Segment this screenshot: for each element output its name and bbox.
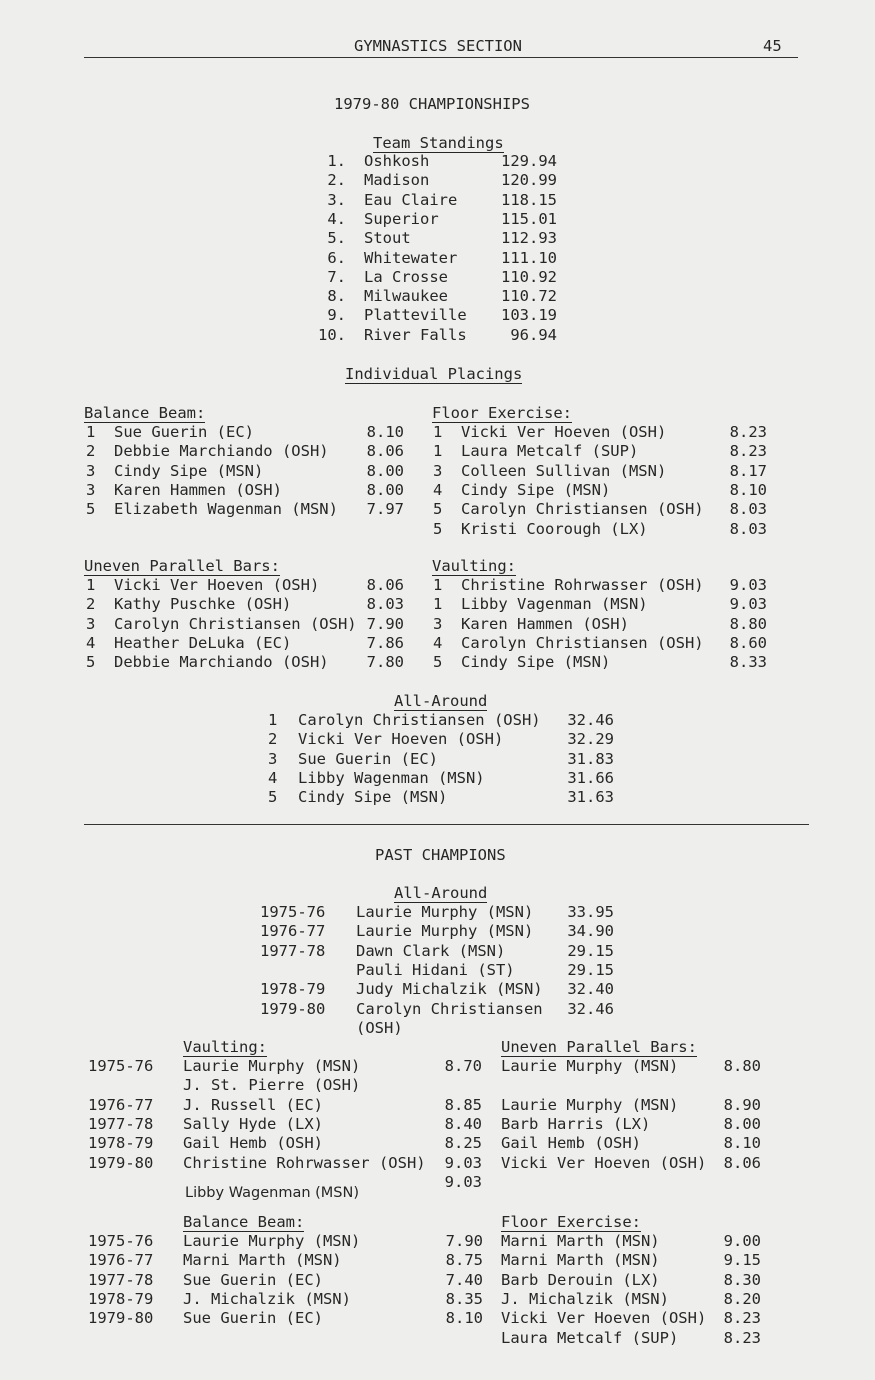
athlete-name: Cindy Sipe (MSN) [298, 788, 448, 807]
place: 4 [86, 633, 96, 652]
balance-beam-heading: Balance Beam: [84, 404, 206, 422]
athlete-name: Karen Hammen (OSH) [114, 480, 282, 499]
beam-athlete: Laurie Murphy (MSN) [183, 1232, 361, 1250]
place: 3 [86, 461, 96, 480]
past-all-around-heading: All-Around [394, 884, 488, 902]
place: 3 [86, 614, 96, 633]
year: 1979-80 [260, 999, 326, 1018]
team-school: Eau Claire [364, 190, 458, 209]
place: 1 [433, 442, 443, 461]
handwritten-note: Libby Wagenman (MSN) [185, 1185, 359, 1201]
place: 1 [433, 576, 443, 594]
athlete-name: Heather DeLuka (EC) [114, 633, 292, 652]
vaulting-score: 8.40 [444, 1114, 482, 1133]
team-score: 120.99 [501, 171, 557, 190]
athlete-name: Libby Wagenman (MSN) [298, 768, 485, 787]
place: 5 [433, 653, 443, 672]
score: 33.95 [567, 903, 614, 921]
athlete-name: Laura Metcalf (SUP) [461, 442, 639, 461]
athlete-name: Carolyn Christiansen (OSH) [114, 614, 357, 633]
vaulting-score: 8.25 [444, 1134, 482, 1153]
place: 1 [86, 423, 96, 441]
athlete-name: Debbie Marchiando (OSH) [114, 442, 329, 461]
athlete-name: Carolyn Christiansen (OSH) [461, 633, 704, 652]
past-floor-exercise-heading: Floor Exercise: [501, 1213, 641, 1231]
place: 3 [433, 461, 443, 480]
team-score: 112.93 [501, 229, 557, 248]
team-score: 103.19 [501, 306, 557, 325]
place: 1 [268, 711, 278, 729]
beam-score: 7.90 [445, 1232, 483, 1250]
beam-score: 8.10 [445, 1309, 483, 1328]
header-rule [84, 57, 798, 58]
place: 3 [433, 614, 443, 633]
score: 32.46 [567, 999, 614, 1018]
individual-placings-heading: Individual Placings [345, 365, 523, 383]
team-score: 111.10 [501, 248, 557, 267]
vaulting-score: 9.03 [444, 1153, 482, 1172]
athlete-name: Sue Guerin (EC) [114, 423, 254, 441]
athlete-name: Laurie Murphy (MSN) [356, 903, 534, 921]
athlete-name: Pauli Hidani (ST) [356, 960, 515, 979]
floor-score: 8.20 [723, 1289, 761, 1308]
year: 1977-78 [88, 1270, 154, 1289]
page-number: 45 [763, 37, 782, 55]
year: 1978-79 [260, 980, 326, 999]
year: 1975-76 [260, 903, 326, 921]
score: 8.10 [366, 423, 404, 441]
score: 29.15 [567, 960, 614, 979]
team-score: 110.92 [501, 267, 557, 286]
athlete-name: Judy Michalzik (MSN) [356, 980, 543, 999]
team-rank: 3. [327, 190, 346, 209]
floor-athlete: J. Michalzik (MSN) [501, 1289, 669, 1308]
score: 8.06 [366, 442, 404, 461]
score: 8.00 [366, 461, 404, 480]
uneven-bars-heading: Uneven Parallel Bars: [84, 557, 280, 575]
vaulting-athlete: Laurie Murphy (MSN) [183, 1057, 361, 1075]
floor-exercise-heading: Floor Exercise: [432, 404, 572, 422]
score: 8.23 [729, 423, 767, 441]
athlete-name: Karen Hammen (OSH) [461, 614, 629, 633]
score: 8.00 [366, 480, 404, 499]
year: 1976-77 [260, 922, 326, 941]
athlete-name: Kristi Coorough (LX) [461, 519, 648, 538]
year: 1979-80 [88, 1153, 154, 1172]
athlete-name: Christine Rohrwasser (OSH) [461, 576, 704, 594]
floor-athlete: Marni Marth (MSN) [501, 1232, 660, 1250]
floor-score: 9.15 [723, 1251, 761, 1270]
score: 8.23 [729, 442, 767, 461]
place: 3 [86, 480, 96, 499]
athlete-name: Carolyn Christiansen (OSH) [461, 500, 704, 519]
team-rank: 2. [327, 171, 346, 190]
score: 8.60 [729, 633, 767, 652]
uneven-athlete: Barb Harris (LX) [501, 1114, 651, 1133]
uneven-athlete: Vicki Ver Hoeven (OSH) [501, 1153, 707, 1172]
athlete-name: Vicki Ver Hoeven (OSH) [461, 423, 667, 441]
vaulting-athlete: J. Russell (EC) [183, 1095, 323, 1114]
uneven-athlete: Laurie Murphy (MSN) [501, 1095, 679, 1114]
team-score: 118.15 [501, 190, 557, 209]
uneven-score: 8.06 [723, 1153, 761, 1172]
score: 32.40 [567, 980, 614, 999]
year: 1978-79 [88, 1289, 154, 1308]
team-school: Whitewater [364, 248, 458, 267]
athlete-name: Sue Guerin (EC) [298, 749, 438, 768]
score: 34.90 [567, 922, 614, 941]
team-score: 115.01 [501, 209, 557, 228]
athlete-name: Cindy Sipe (MSN) [461, 653, 611, 672]
vaulting-heading: Vaulting: [432, 557, 516, 575]
score: 7.97 [366, 500, 404, 519]
year: 1977-78 [260, 941, 326, 960]
past-vaulting-heading: Vaulting: [183, 1038, 267, 1056]
floor-score: 8.23 [723, 1328, 761, 1347]
floor-athlete: Vicki Ver Hoeven (OSH) [501, 1309, 707, 1328]
athlete-name: (OSH) [356, 1018, 403, 1037]
floor-score: 8.30 [723, 1270, 761, 1289]
athlete-name: Carolyn Christiansen (OSH) [298, 711, 541, 729]
floor-athlete: Barb Derouin (LX) [501, 1270, 660, 1289]
team-school: La Crosse [364, 267, 448, 286]
team-school: Oshkosh [364, 152, 430, 170]
place: 4 [433, 480, 443, 499]
past-champions-title: PAST CHAMPIONS [375, 846, 506, 864]
team-rank: 6. [327, 248, 346, 267]
beam-score: 7.40 [445, 1270, 483, 1289]
floor-athlete: Laura Metcalf (SUP) [501, 1328, 679, 1347]
year: 1975-76 [88, 1057, 154, 1075]
year: 1977-78 [88, 1114, 154, 1133]
score: 29.15 [567, 941, 614, 960]
championships-title: 1979-80 CHAMPIONSHIPS [334, 95, 530, 113]
uneven-score: 8.90 [723, 1095, 761, 1114]
score: 7.90 [366, 614, 404, 633]
athlete-name: Colleen Sullivan (MSN) [461, 461, 667, 480]
place: 5 [268, 788, 278, 807]
team-rank: 10. [318, 325, 346, 344]
team-school: Platteville [364, 306, 467, 325]
year: 1976-77 [88, 1095, 154, 1114]
uneven-score: 8.10 [723, 1134, 761, 1153]
athlete-name: Libby Vagenman (MSN) [461, 595, 648, 614]
beam-athlete: J. Michalzik (MSN) [183, 1289, 351, 1308]
beam-athlete: Sue Guerin (EC) [183, 1270, 323, 1289]
uneven-score: 8.00 [723, 1114, 761, 1133]
vaulting-athlete: Gail Hemb (OSH) [183, 1134, 323, 1153]
score: 8.17 [729, 461, 767, 480]
team-school: Madison [364, 171, 430, 190]
team-rank: 4. [327, 209, 346, 228]
floor-athlete: Marni Marth (MSN) [501, 1251, 660, 1270]
section-divider [84, 824, 809, 825]
uneven-score: 8.80 [723, 1057, 761, 1075]
past-uneven-bars-heading: Uneven Parallel Bars: [501, 1038, 697, 1056]
past-balance-beam-heading: Balance Beam: [183, 1213, 305, 1231]
score: 9.03 [729, 595, 767, 614]
score: 9.03 [729, 576, 767, 594]
beam-score: 8.35 [445, 1289, 483, 1308]
score: 8.03 [729, 519, 767, 538]
score: 7.80 [366, 653, 404, 672]
score: 31.83 [567, 749, 614, 768]
uneven-athlete: Gail Hemb (OSH) [501, 1134, 641, 1153]
place: 2 [86, 595, 96, 614]
team-rank: 8. [327, 287, 346, 306]
place: 3 [268, 749, 278, 768]
score: 8.80 [729, 614, 767, 633]
place: 5 [433, 500, 443, 519]
team-standings-heading: Team Standings [373, 134, 504, 152]
score: 32.29 [567, 730, 614, 749]
place: 4 [268, 768, 278, 787]
section-title: GYMNASTICS SECTION [354, 37, 522, 55]
vaulting-score: 9.03 [444, 1172, 482, 1191]
athlete-name: Vicki Ver Hoeven (OSH) [298, 730, 504, 749]
year: 1975-76 [88, 1232, 154, 1250]
team-rank: 7. [327, 267, 346, 286]
team-rank: 1. [327, 152, 346, 170]
athlete-name: Cindy Sipe (MSN) [114, 461, 264, 480]
uneven-athlete: Laurie Murphy (MSN) [501, 1057, 679, 1075]
athlete-name: Dawn Clark (MSN) [356, 941, 506, 960]
score: 8.10 [729, 480, 767, 499]
place: 1 [433, 423, 443, 441]
vaulting-athlete: Sally Hyde (LX) [183, 1114, 323, 1133]
score: 31.63 [567, 788, 614, 807]
floor-score: 8.23 [723, 1309, 761, 1328]
team-school: River Falls [364, 325, 467, 344]
athlete-name: Elizabeth Wagenman (MSN) [114, 500, 338, 519]
score: 8.33 [729, 653, 767, 672]
floor-score: 9.00 [723, 1232, 761, 1250]
athlete-name: Cindy Sipe (MSN) [461, 480, 611, 499]
year: 1979-80 [88, 1309, 154, 1328]
score: 8.06 [366, 576, 404, 594]
team-school: Milwaukee [364, 287, 448, 306]
vaulting-score: 8.70 [444, 1057, 482, 1075]
year: 1978-79 [88, 1134, 154, 1153]
place: 5 [433, 519, 443, 538]
vaulting-score: 8.85 [444, 1095, 482, 1114]
year: 1976-77 [88, 1251, 154, 1270]
place: 2 [86, 442, 96, 461]
score: 7.86 [366, 633, 404, 652]
place: 5 [86, 500, 96, 519]
score: 32.46 [567, 711, 614, 729]
athlete-name: Laurie Murphy (MSN) [356, 922, 534, 941]
score: 31.66 [567, 768, 614, 787]
vaulting-athlete: Christine Rohrwasser (OSH) [183, 1153, 426, 1172]
place: 2 [268, 730, 278, 749]
score: 8.03 [729, 500, 767, 519]
team-school: Superior [364, 209, 439, 228]
vaulting-athlete: J. St. Pierre (OSH) [183, 1076, 361, 1095]
team-rank: 9. [327, 306, 346, 325]
athlete-name: Kathy Puschke (OSH) [114, 595, 292, 614]
team-score: 110.72 [501, 287, 557, 306]
athlete-name: Carolyn Christiansen [356, 999, 543, 1018]
place: 5 [86, 653, 96, 672]
place: 1 [86, 576, 96, 594]
beam-score: 8.75 [445, 1251, 483, 1270]
team-rank: 5. [327, 229, 346, 248]
team-school: Stout [364, 229, 411, 248]
score: 8.03 [366, 595, 404, 614]
all-around-heading: All-Around [394, 692, 488, 710]
team-score: 129.94 [501, 152, 557, 170]
team-score: 96.94 [510, 325, 557, 344]
athlete-name: Debbie Marchiando (OSH) [114, 653, 329, 672]
place: 1 [433, 595, 443, 614]
place: 4 [433, 633, 443, 652]
beam-athlete: Marni Marth (MSN) [183, 1251, 342, 1270]
athlete-name: Vicki Ver Hoeven (OSH) [114, 576, 320, 594]
beam-athlete: Sue Guerin (EC) [183, 1309, 323, 1328]
